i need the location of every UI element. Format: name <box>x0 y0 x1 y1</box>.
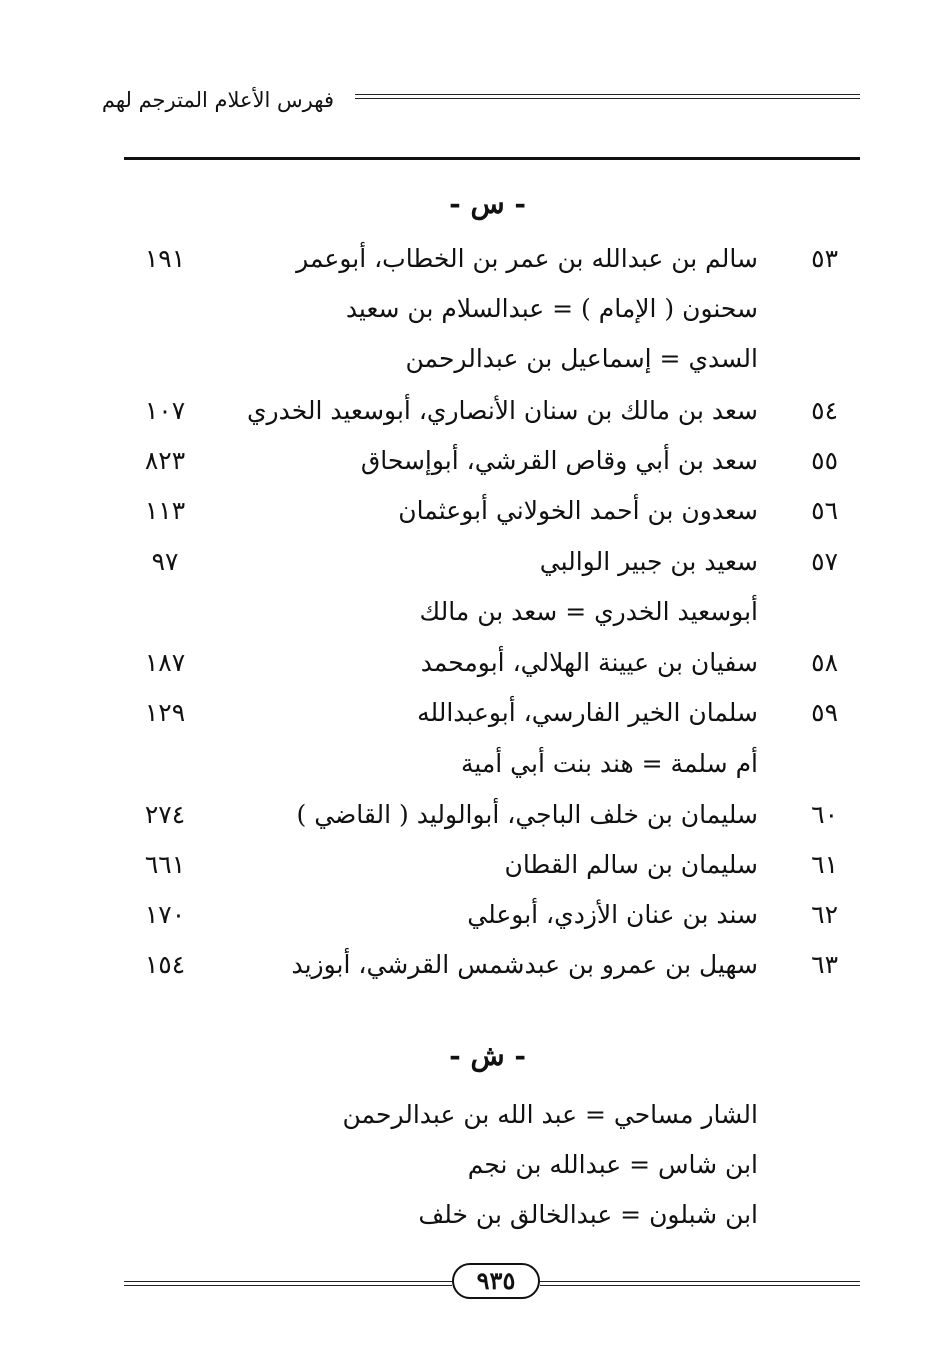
entry-name: الشار مساحي = عبد الله بن عبدالرحمن <box>342 1100 758 1129</box>
entry-name: أبوسعيد الخدري = سعد بن مالك <box>419 597 758 626</box>
entry-name: سعيد بن جبير الوالبي <box>539 547 758 576</box>
index-entry <box>0 436 946 488</box>
index-entry <box>0 688 946 740</box>
index-entry <box>0 840 946 892</box>
entry-name: سفيان بن عيينة الهلالي، أبومحمد <box>420 648 758 677</box>
index-entry <box>0 638 946 690</box>
index-entry <box>0 890 946 942</box>
entry-number: ٥٤ <box>811 396 838 425</box>
footer-rule-left <box>124 1281 452 1286</box>
top-rule <box>124 157 860 160</box>
index-entry <box>0 334 946 386</box>
entry-number: ٥٥ <box>811 446 838 475</box>
entry-name: سند بن عنان الأزدي، أبوعلي <box>467 900 758 929</box>
index-entry <box>0 1140 946 1192</box>
index-entry <box>0 587 946 639</box>
index-entry <box>0 739 946 791</box>
index-entry <box>0 386 946 438</box>
entry-page: ١١٣ <box>144 496 186 525</box>
entry-page: ٢٧٤ <box>144 800 186 829</box>
entry-number: ٦٣ <box>811 950 838 979</box>
entry-name: سلمان الخير الفارسي، أبوعبدالله <box>417 698 758 727</box>
entry-name: سليمان بن سالم القطان <box>504 850 758 879</box>
footer-rule-right <box>540 1281 860 1286</box>
entry-number: ٥٦ <box>811 496 838 525</box>
entry-number: ٦٠ <box>811 800 838 829</box>
entry-page: ١٢٩ <box>144 698 186 727</box>
entry-page: ٦٦١ <box>144 850 186 879</box>
entry-page: ١٧٠ <box>144 900 186 929</box>
index-entry <box>0 940 946 992</box>
index-entry <box>0 284 946 336</box>
entry-page: ٨٢٣ <box>144 446 186 475</box>
entry-name: ابن شبلون = عبدالخالق بن خلف <box>418 1200 758 1229</box>
entry-name: سالم بن عبدالله بن عمر بن الخطاب، أبوعمر <box>296 244 758 273</box>
entry-name: السدي = إسماعيل بن عبدالرحمن <box>405 344 758 373</box>
entry-name: سهيل بن عمرو بن عبدشمس القرشي، أبوزيد <box>291 950 758 979</box>
entry-page: ٩٧ <box>151 547 179 576</box>
index-entry <box>0 1190 946 1242</box>
header-double-rule <box>355 94 860 99</box>
entry-name: سليمان بن خلف الباجي، أبوالوليد ( القاضي ) <box>296 800 758 829</box>
entry-name: أم سلمة = هند بنت أبي أمية <box>460 749 758 778</box>
entry-page: ١٩١ <box>144 244 186 273</box>
index-entry <box>0 234 946 286</box>
index-entry <box>0 1090 946 1142</box>
entry-page: ١٥٤ <box>144 950 186 979</box>
entry-number: ٥٧ <box>811 547 838 576</box>
entry-page: ١٠٧ <box>144 396 186 425</box>
section-heading-seen: - س - <box>449 187 526 220</box>
entry-number: ٥٣ <box>811 244 838 273</box>
entry-number: ٥٨ <box>811 648 838 677</box>
index-entry <box>0 486 946 538</box>
index-entry <box>0 537 946 589</box>
entry-name: سعدون بن أحمد الخولاني أبوعثمان <box>398 496 758 525</box>
entry-name: سعد بن أبي وقاص القرشي، أبوإسحاق <box>360 446 758 475</box>
index-entry <box>0 790 946 842</box>
entry-name: ابن شاس = عبدالله بن نجم <box>467 1150 758 1179</box>
running-header-title: فهرس الأعلام المترجم لهم <box>101 88 334 112</box>
entry-name: سحنون ( الإمام ) = عبدالسلام بن سعيد <box>345 294 758 323</box>
entry-number: ٦٢ <box>811 900 838 929</box>
section-heading-sheen: - ش - <box>449 1039 526 1072</box>
entry-name: سعد بن مالك بن سنان الأنصاري، أبوسعيد الخدري <box>246 396 758 425</box>
entry-page: ١٨٧ <box>144 648 186 677</box>
entry-number: ٦١ <box>811 850 838 879</box>
page-number-badge: ٩٣٥ <box>452 1263 540 1299</box>
entry-number: ٥٩ <box>811 698 838 727</box>
